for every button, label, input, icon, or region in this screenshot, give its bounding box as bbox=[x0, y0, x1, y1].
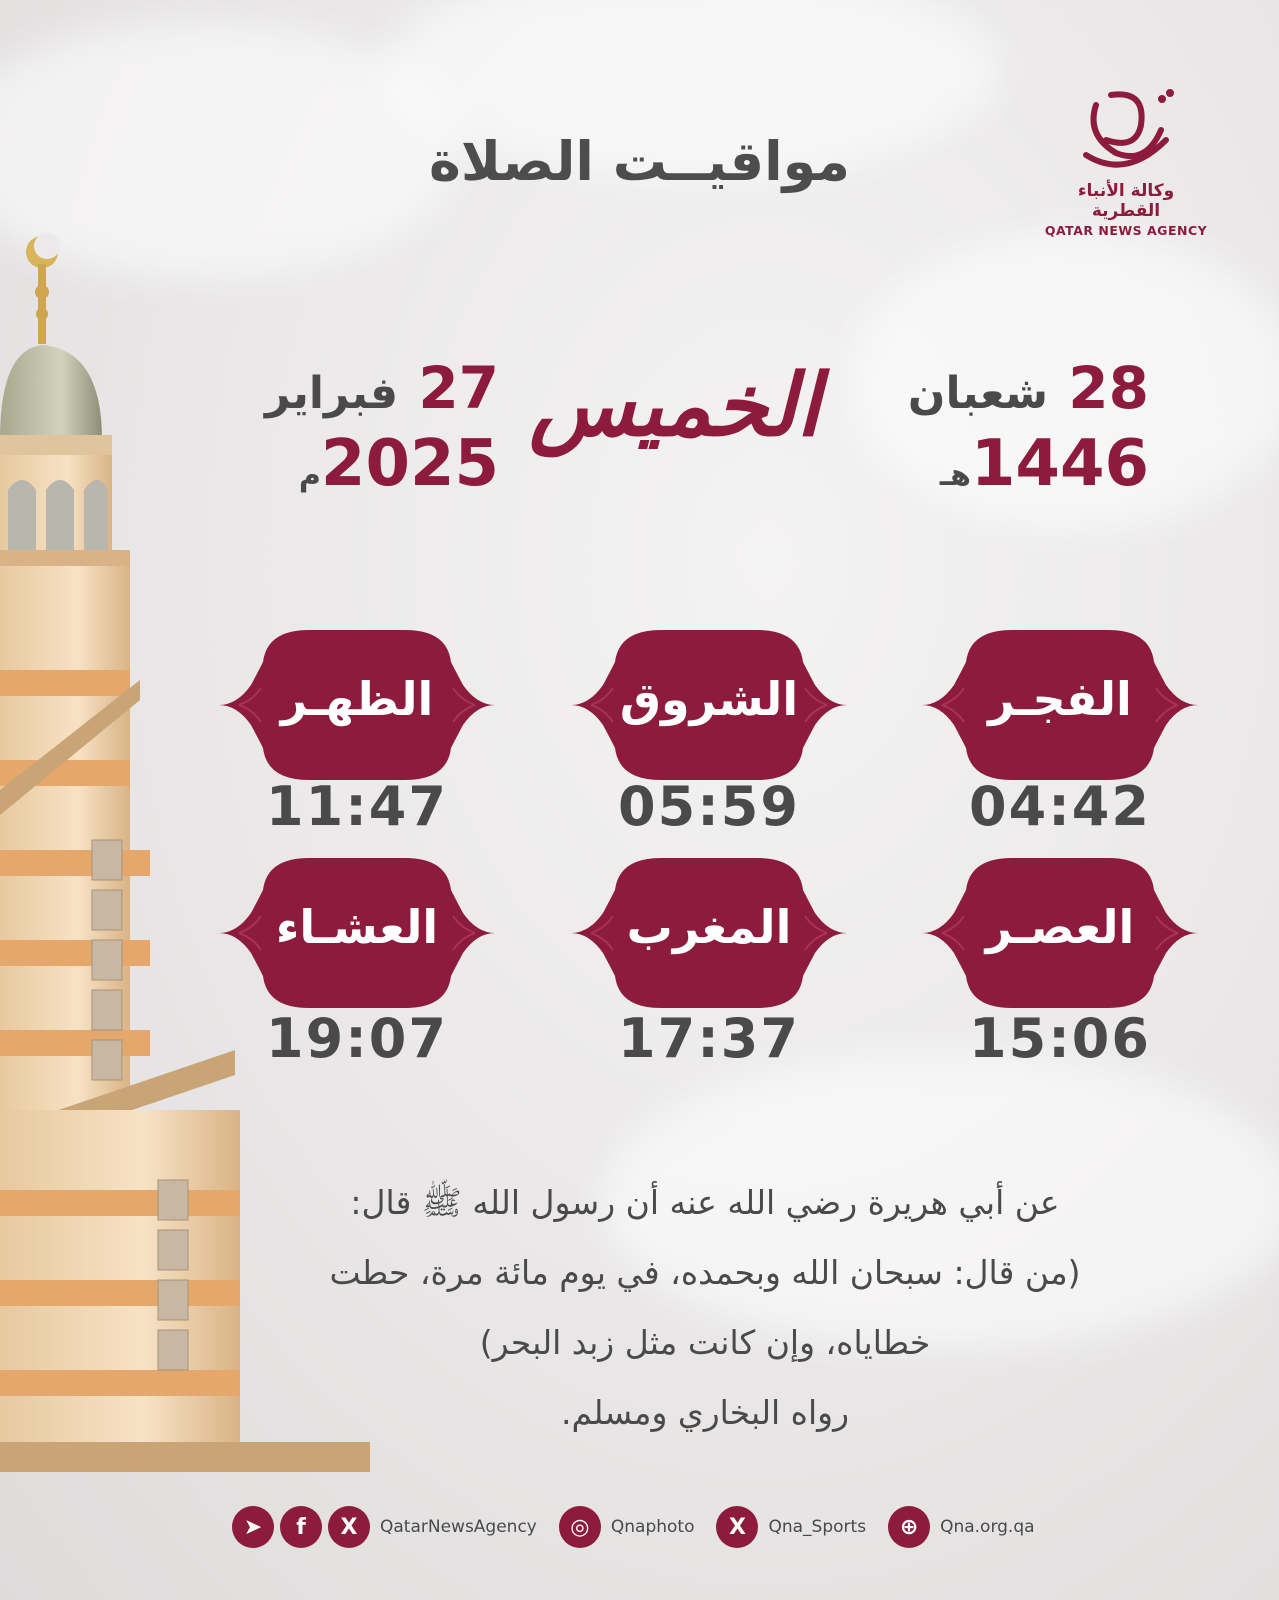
prayer-name: العصـر bbox=[985, 900, 1135, 954]
gregorian-date bbox=[265, 355, 499, 513]
prayer-time: 11:47 bbox=[266, 775, 448, 838]
prayer-badge bbox=[571, 630, 847, 780]
hijri-suffix: هـ bbox=[939, 458, 971, 493]
prayer-name: الشروق bbox=[619, 672, 799, 726]
website-link[interactable]: Qna.org.qa bbox=[940, 1517, 1035, 1537]
gregorian-day: 27 bbox=[418, 354, 500, 422]
prayer-badge bbox=[571, 858, 847, 1008]
facebook-icon[interactable]: f bbox=[280, 1506, 322, 1548]
gregorian-suffix: م bbox=[298, 458, 321, 493]
logo-arabic-text: وكالة الأنباء القطرية bbox=[1077, 181, 1175, 221]
logo-english-text: QATAR NEWS AGENCY bbox=[1044, 223, 1208, 238]
hijri-day: 28 bbox=[1068, 354, 1149, 422]
prayer-name: المغرب bbox=[626, 900, 792, 954]
hadith-line: عن أبي هريرة رضي الله عنه أن رسول الله ﷺ قال: bbox=[350, 1183, 1060, 1222]
social-handle-link[interactable]: QatarNewsAgency bbox=[380, 1517, 537, 1537]
hijri-date bbox=[908, 355, 1149, 513]
instagram-link[interactable]: Qnaphoto bbox=[610, 1517, 695, 1537]
prayer-time: 05:59 bbox=[618, 775, 800, 838]
prayer-badge bbox=[219, 630, 495, 780]
hijri-month: شعبان bbox=[907, 368, 1049, 419]
globe-icon[interactable]: ⊕ bbox=[888, 1506, 930, 1548]
prayer-name: العشـاء bbox=[275, 900, 439, 954]
prayer-badge bbox=[922, 630, 1198, 780]
prayer-time: 17:37 bbox=[618, 1007, 800, 1070]
x-icon[interactable]: X bbox=[716, 1506, 758, 1548]
prayer-name: الظهـر bbox=[280, 672, 434, 726]
x-sports-link[interactable]: Qna_Sports bbox=[768, 1517, 867, 1537]
hadith-line: (من قال: سبحان الله وبحمده، في يوم مائة مرة، حطت bbox=[329, 1253, 1081, 1292]
gregorian-month: فبراير bbox=[265, 368, 399, 419]
hadith-text bbox=[290, 1168, 1120, 1448]
hijri-year: 1446 bbox=[970, 427, 1149, 501]
gregorian-year: 2025 bbox=[320, 427, 500, 501]
prayer-name: الفجـر bbox=[988, 672, 1132, 726]
prayer-time: 15:06 bbox=[969, 1007, 1151, 1070]
prayer-time: 04:42 bbox=[969, 775, 1151, 838]
prayer-badge bbox=[219, 858, 495, 1008]
prayer-badge bbox=[922, 858, 1198, 1008]
page-title: مواقيــت الصلاة bbox=[429, 130, 850, 193]
day-name: الخميس bbox=[529, 355, 820, 456]
instagram-icon[interactable]: ◎ bbox=[559, 1506, 601, 1548]
hadith-line: خطاياه، وإن كانت مثل زبد البحر) bbox=[479, 1323, 931, 1362]
telegram-icon[interactable]: ➤ bbox=[232, 1506, 274, 1548]
x-icon[interactable]: X bbox=[328, 1506, 370, 1548]
prayer-time: 19:07 bbox=[266, 1007, 448, 1070]
social-footer bbox=[232, 1505, 1057, 1549]
hadith-line: رواه البخاري ومسلم. bbox=[560, 1393, 850, 1432]
